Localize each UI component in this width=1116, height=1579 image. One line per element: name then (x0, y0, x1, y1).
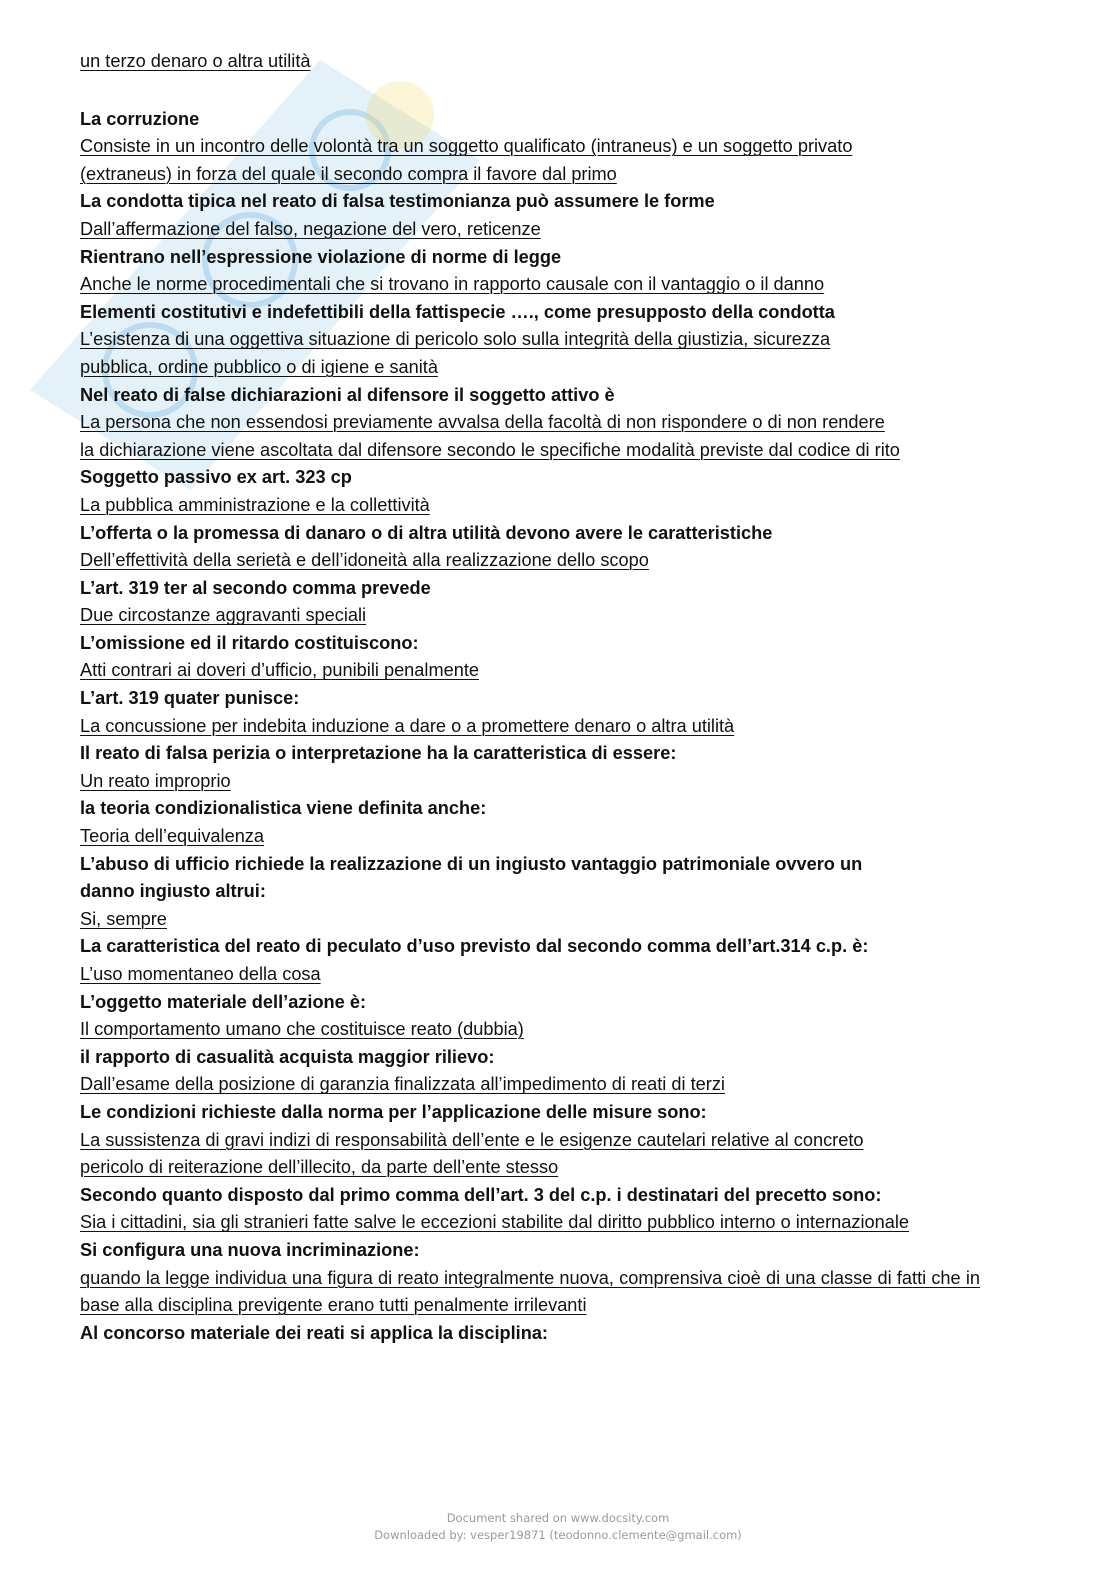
question-line: L’oggetto materiale dell’azione è: (80, 991, 367, 1012)
answer-line: la dichiarazione viene ascoltata dal difensore secondo le specifiche modalità previste dal codice di rito (80, 439, 900, 460)
question-line: danno ingiusto altrui: (80, 881, 266, 902)
answer-line: Atti contrari ai doveri d’ufficio, punibili penalmente (80, 660, 479, 681)
answer-line: Un reato improprio (80, 770, 231, 791)
answer-line: Consiste in un incontro delle volontà tra un soggetto qualificato (intraneus) e un soggetto privato (80, 136, 853, 157)
answer-line: un terzo denaro o altra utilità (80, 51, 311, 71)
answer-line: Si, sempre (80, 908, 167, 929)
answer-line: Il comportamento umano che costituisce reato (dubbia) (80, 1019, 524, 1040)
answer-line: La pubblica amministrazione e la collettività (80, 494, 430, 515)
answer-line: L’uso momentaneo della cosa (80, 964, 321, 984)
question-line: Soggetto passivo ex art. 323 cp (80, 467, 352, 488)
answer-line: La concussione per indebita induzione a dare o a promettere denaro o altra utilità (80, 715, 735, 736)
document-page (80, 48, 980, 1347)
answer-line: Teoria dell’equivalenza (80, 826, 265, 847)
answer-line: Dall’esame della posizione di garanzia finalizzata all’impedimento di reati di terzi (80, 1074, 725, 1095)
question-line: Elementi costitutivi e indefettibili della fattispecie …., come presupposto della condotta (80, 301, 835, 322)
question-line: La condotta tipica nel reato di falsa testimonianza può assumere le forme (80, 191, 715, 212)
answer-line: Due circostanze aggravanti speciali (80, 605, 367, 626)
footer-downloaded: Downloaded by: vesper19871 (teodonno.clemente@gmail.com) (374, 1528, 742, 1542)
answer-paragraph: quando la legge individua una figura di reato integralmente nuova, comprensiva cioè di una classe di fatti che in base alla disciplina previgente erano tutti penalmente irrilevanti (80, 1267, 980, 1316)
question-line: Secondo quanto disposto dal primo comma dell’art. 3 del c.p. i destinatari del precetto sono: (80, 1184, 882, 1205)
question-line: il rapporto di casualità acquista maggior rilievo: (80, 1046, 495, 1067)
question-line: L’offerta o la promessa di danaro o di altra utilità devono avere le caratteristiche (80, 522, 773, 543)
question-line: L’abuso di ufficio richiede la realizzazione di un ingiusto vantaggio patrimoniale ovvero un (80, 853, 863, 874)
spacer (80, 76, 980, 106)
answer-line: Anche le norme procedimentali che si trovano in rapporto causale con il vantaggio o il danno (80, 274, 825, 295)
question-line: la teoria condizionalistica viene definita anche: (80, 798, 487, 819)
answer-line: pericolo di reiterazione dell’illecito, da parte dell’ente stesso (80, 1157, 559, 1178)
question-line: Al concorso materiale dei reati si applica la disciplina: (80, 1322, 548, 1343)
answer-line: (extraneus) in forza del quale il secondo compra il favore dal primo (80, 163, 617, 184)
answer-line: Dall’affermazione del falso, negazione del vero, reticenze (80, 218, 541, 239)
question-line: Il reato di falsa perizia o interpretazione ha la caratteristica di essere: (80, 743, 677, 764)
question-line: L’art. 319 ter al secondo comma prevede (80, 577, 431, 598)
question-line: Si configura una nuova incriminazione: (80, 1239, 420, 1260)
answer-line: La persona che non essendosi previamente avvalsa della facoltà di non rispondere o di non rendere (80, 412, 885, 433)
question-line: La caratteristica del reato di peculato d’uso previsto dal secondo comma dell’art.314 c.p. è: (80, 936, 869, 957)
question-line: L’art. 319 quater punisce: (80, 688, 300, 709)
question-line: L’omissione ed il ritardo costituiscono: (80, 632, 419, 653)
answer-line: pubblica, ordine pubblico o di igiene e sanità (80, 356, 438, 377)
answer-line: L’esistenza di una oggettiva situazione di pericolo solo sulla integrità della giustizia, sicurezza (80, 329, 831, 350)
question-line: Le condizioni richieste dalla norma per l’applicazione delle misure sono: (80, 1101, 707, 1122)
answer-line: La sussistenza di gravi indizi di responsabilità dell’ente e le esigenze cautelari relative al concreto (80, 1129, 864, 1150)
question-line: Nel reato di false dichiarazioni al difensore il soggetto attivo è (80, 384, 615, 405)
footer-shared: Document shared on www.docsity.com (446, 1511, 670, 1525)
answer-line: Dell’effettività della serietà e dell’idoneità alla realizzazione dello scopo (80, 550, 649, 571)
question-line: Rientrano nell’espressione violazione di norme di legge (80, 246, 562, 267)
answer-paragraph: Sia i cittadini, sia gli stranieri fatte salve le eccezioni stabilite dal diritto pubblico interno o internazionale (80, 1212, 909, 1233)
question-line: La corruzione (80, 108, 200, 129)
